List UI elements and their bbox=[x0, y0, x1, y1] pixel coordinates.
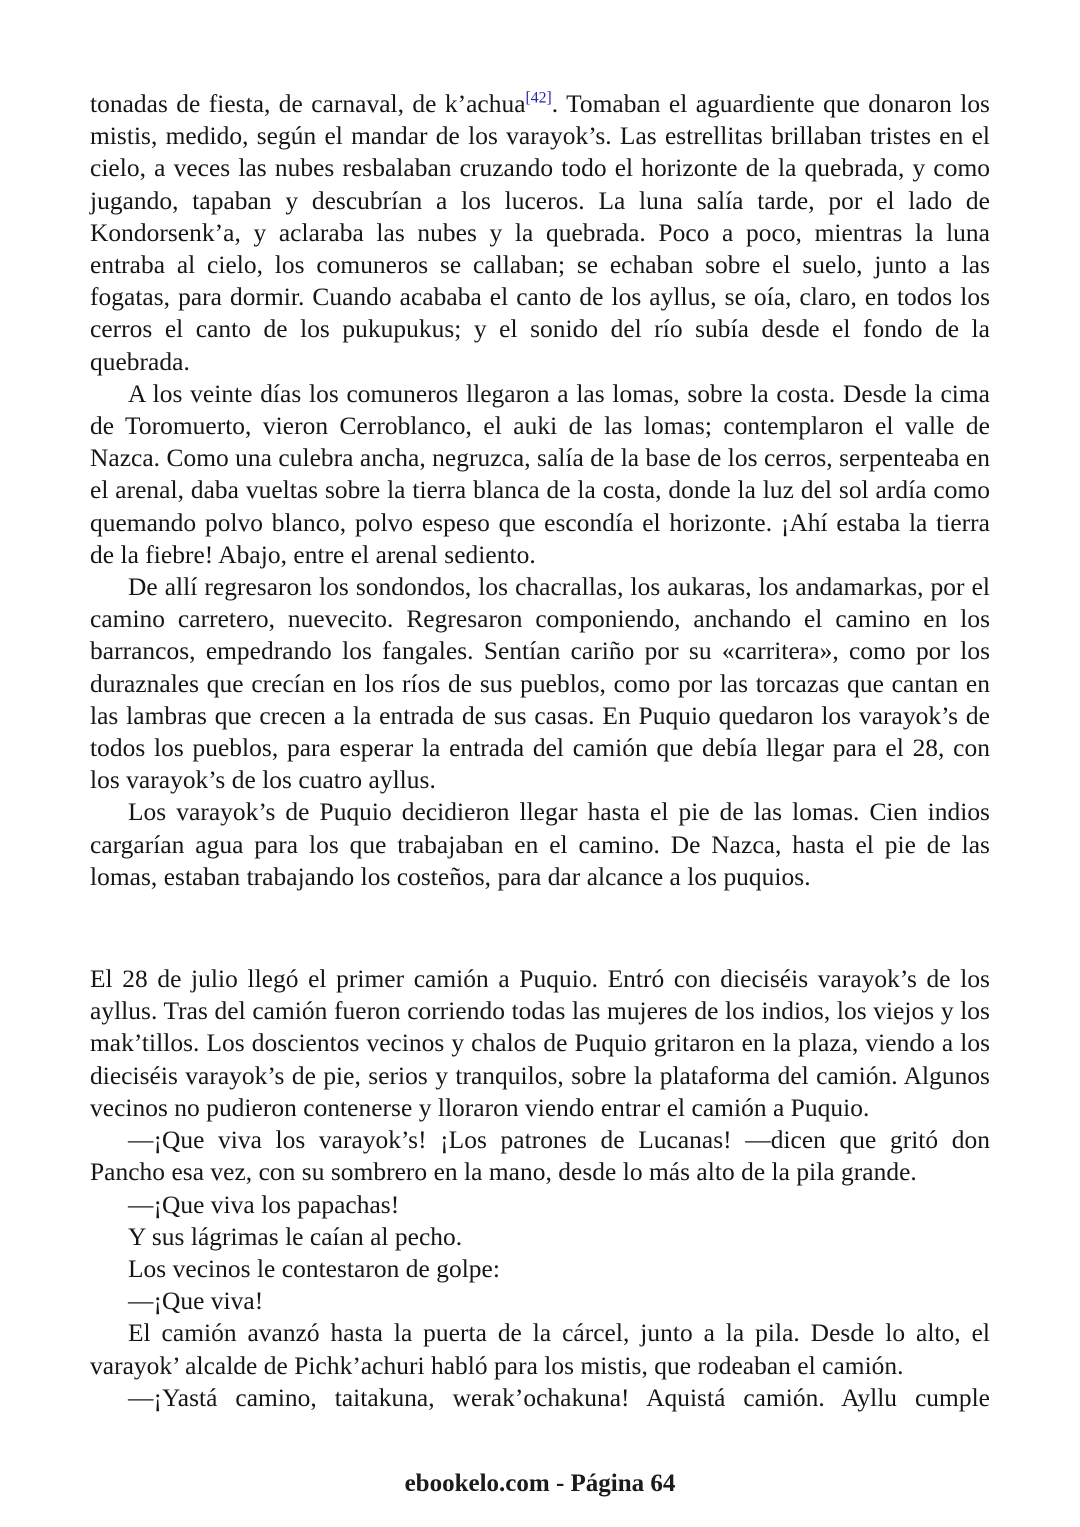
paragraph-3: De allí regresaron los sondondos, los chacrallas, los aukaras, los andamarkas, por el camino carretero, nuevecito. Regresaron componiendo, anchando el camino en los barrancos, empedrando los fangales. Sentían cariño por su «carritera», como por los duraznales que crecían en los ríos de sus pueblos, como por las torcazas que cantan en las lambras que crecen a la entrada de sus casas. En Puquio quedaron los varayok’s de todos los pueblos, para esperar la entrada del camión que debía llegar para el 28, con los varayok’s de los cuatro ayllus. bbox=[90, 573, 990, 795]
page-footer: ebookelo.com - Página 64 bbox=[404, 1470, 676, 1497]
paragraph-12-dialogue-truncated: —¡Yastá camino, taitakuna, werak’ochakuna! Aquistá camión. Ayllu cumple bbox=[128, 1383, 990, 1412]
paragraph-1-text-after-footnote: . Tomaban el aguardiente que donaron los mistis, medido, según el mandar de los varayok’s. Las estrellitas brillaban tristes en el cielo, a veces las nubes resbalaban cruzando todo el horizonte de la quebrada, y como jugando, tapaban y descubrían a los luceros. La luna salía tarde, por el lado de Kondorsenk’a, y aclaraba las nubes y la quebrada. Poco a poco, mientras la luna entraba al cielo, los comuneros se callaban; se echaban sobre el suelo, junto a las fogatas, para dormir. Cuando acababa el canto de los ayllus, se oía, claro, en todos los cerros el canto de los pukupukus; y el sonido del río subía desde el fondo de la quebrada. bbox=[90, 90, 990, 376]
footnote-reference-42[interactable]: [42] bbox=[525, 89, 552, 107]
paragraph-7-dialogue: —¡Que viva los papachas! bbox=[128, 1190, 400, 1219]
paragraph-2: A los veinte días los comuneros llegaron a las lomas, sobre la costa. Desde la cima de Toromuerto, vieron Cerroblanco, el auki de las lomas; contemplaron el valle de Nazca. Como una culebra ancha, negruzca, salía de la base de los cerros, serpenteaba en el arenal, daba vueltas sobre la tierra blanca de la costa, donde la luz del sol ardía como quemando polvo blanco, polvo espeso que escondía el horizonte. ¡Ahí estaba la tierra de la fiebre! Abajo, entre el arenal sediento. bbox=[90, 379, 990, 569]
paragraph-6-dialogue: —¡Que viva los varayok’s! ¡Los patrones de Lucanas! —dicen que gritó don Pancho esa vez, con su sombrero en la mano, desde lo más alto de la pila grande. bbox=[90, 1126, 990, 1187]
paragraph-9: Los vecinos le contestaron de golpe: bbox=[128, 1254, 500, 1283]
paragraph-1 bbox=[90, 88, 990, 378]
section-1 bbox=[90, 88, 990, 893]
paragraph-5: El 28 de julio llegó el primer camión a Puquio. Entró con dieciséis varayok’s de los ayllus. Tras del camión fueron corriendo todas las mujeres de los indios, los viejos y los mak’tillos. Los doscientos vecinos y chalos de Puquio gritaron en la plaza, viendo a los dieciséis varayok’s de pie, serios y tranquilos, sobre la plataforma del camión. Algunos vecinos no pudieron contenerse y lloraron viendo entrar el camión a Puquio. bbox=[90, 965, 990, 1122]
section-2 bbox=[90, 963, 990, 1414]
paragraph-8: Y sus lágrimas le caían al pecho. bbox=[128, 1222, 463, 1251]
paragraph-10-dialogue: —¡Que viva! bbox=[128, 1287, 264, 1316]
section-break bbox=[90, 893, 990, 963]
page-text-column bbox=[90, 88, 990, 1414]
paragraph-11: El camión avanzó hasta la puerta de la cárcel, junto a la pila. Desde lo alto, el varayok’ alcalde de Pichk’achuri habló para los mistis, que rodeaban el camión. bbox=[90, 1319, 990, 1380]
paragraph-4: Los varayok’s de Puquio decidieron llegar hasta el pie de las lomas. Cien indios cargarían agua para los que trabajaban en el camino. De Nazca, hasta el pie de las lomas, estaban trabajando los costeños, para dar alcance a los puquios. bbox=[90, 798, 990, 891]
paragraph-1-text-before-footnote: tonadas de fiesta, de carnaval, de k’achua bbox=[90, 90, 526, 118]
